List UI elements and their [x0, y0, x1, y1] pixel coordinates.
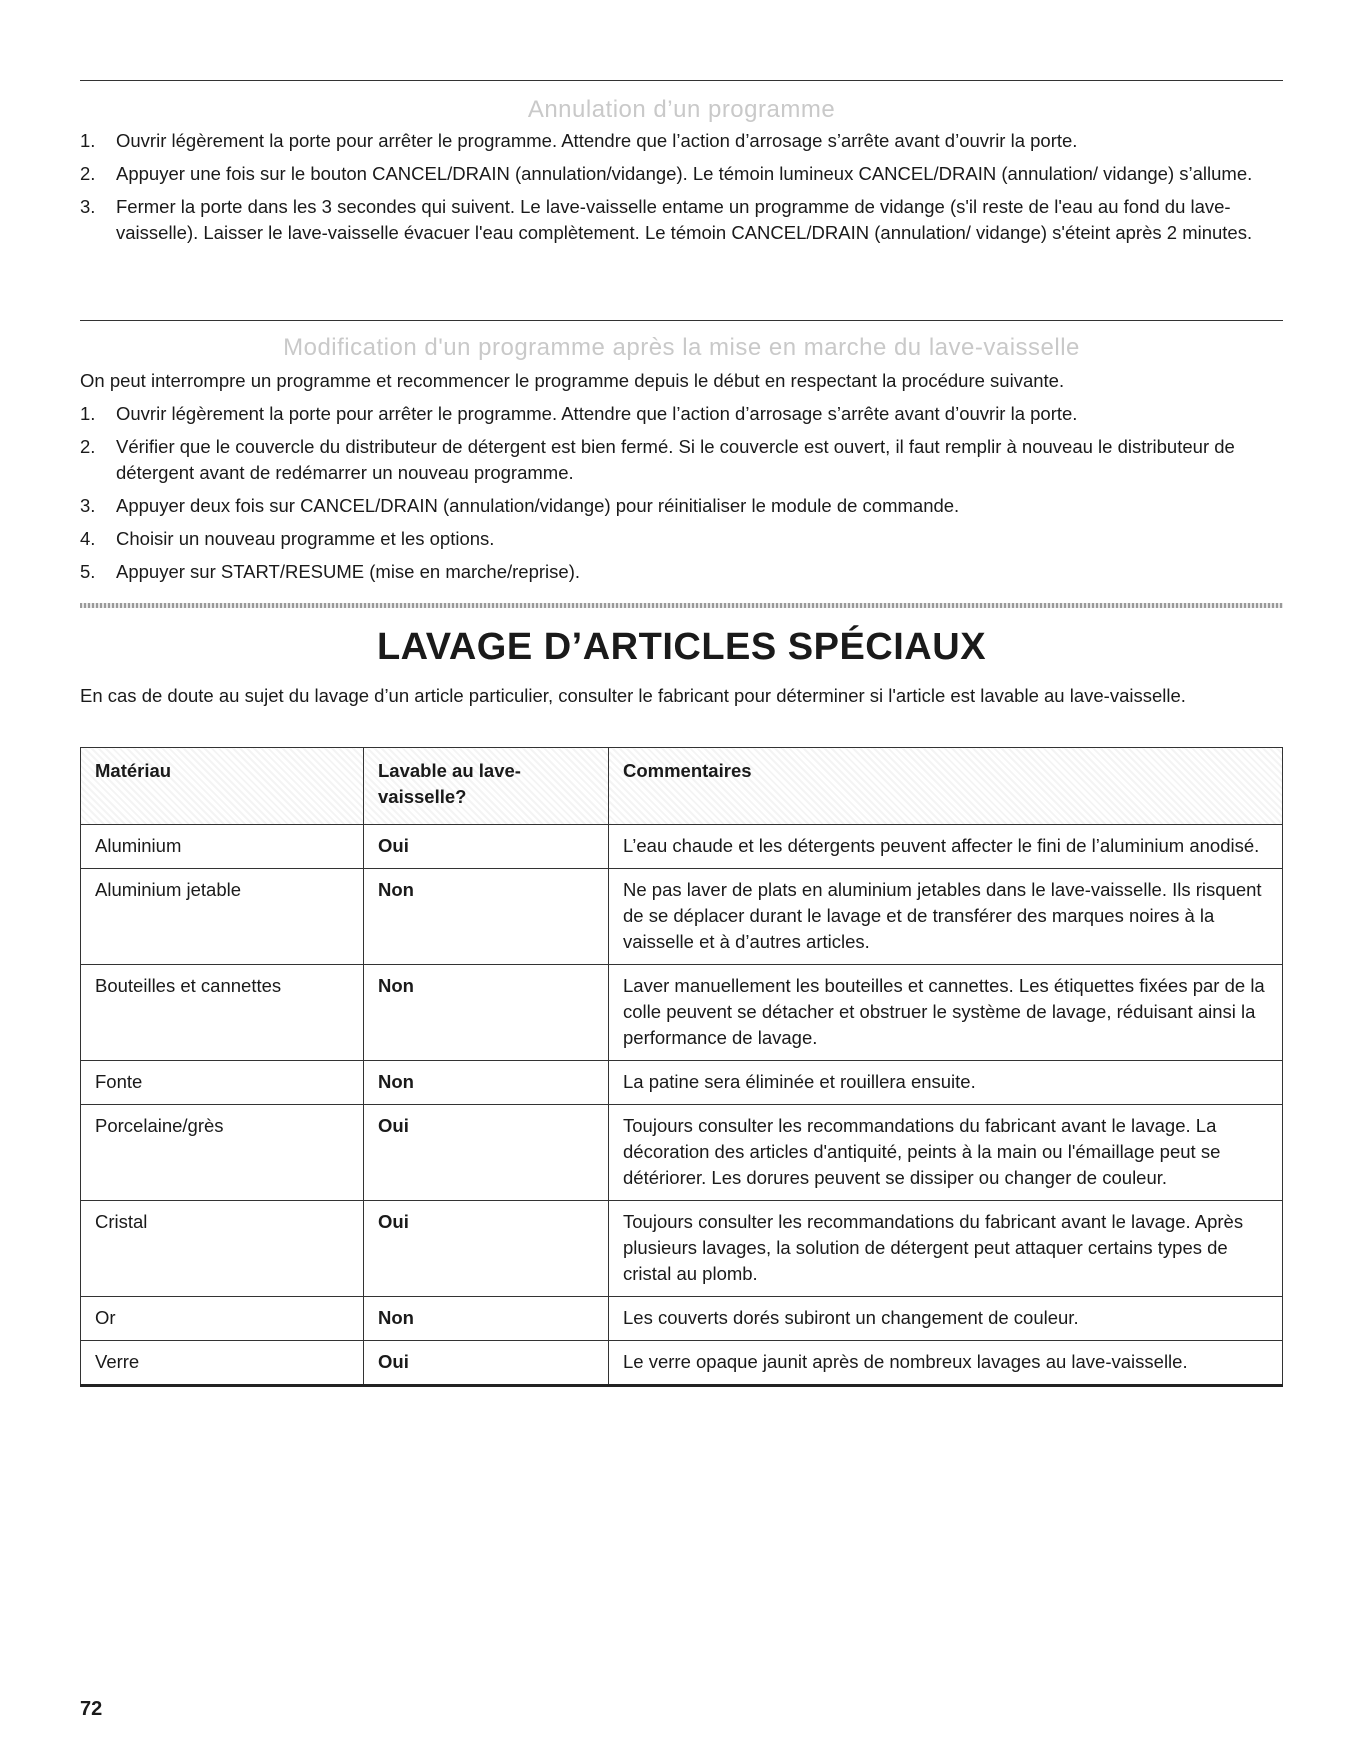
- list-item: [80, 559, 1283, 585]
- cell-washable: Oui: [364, 1341, 609, 1386]
- section-divider: [80, 320, 1283, 321]
- step-text: Choisir un nouveau programme et les options.: [116, 528, 495, 549]
- list-item: [80, 401, 1283, 427]
- cell-comment: Toujours consulter les recommandations du fabricant avant le lavage. La décoration des articles d'antiquité, peints à la main ou l'émaillage peut se détériorer. Les dorures peuvent se dissiper ou changer de couleur.: [609, 1105, 1283, 1201]
- step-text: Appuyer une fois sur le bouton CANCEL/DRAIN (annulation/vidange). Le témoin lumineux CANCEL/DRAIN (annulation/ vidange) s’allume.: [116, 163, 1253, 184]
- cell-washable: Non: [364, 869, 609, 965]
- cell-washable: Oui: [364, 1201, 609, 1297]
- step-number: 5.: [80, 561, 96, 582]
- cell-comment: L’eau chaude et les détergents peuvent affecter le fini de l’aluminium anodisé.: [609, 825, 1283, 869]
- cell-comment: La patine sera éliminée et rouillera ensuite.: [609, 1061, 1283, 1105]
- cancel-cycle-section: [80, 96, 1283, 253]
- table-row: [81, 1201, 1283, 1297]
- table-row: [81, 965, 1283, 1061]
- step-number: 3.: [80, 495, 96, 516]
- step-number: 3.: [80, 196, 96, 217]
- step-number: 2.: [80, 436, 96, 457]
- cell-material: Aluminium: [81, 825, 364, 869]
- table-row: [81, 1341, 1283, 1386]
- list-item: [80, 493, 1283, 519]
- cell-material: Fonte: [81, 1061, 364, 1105]
- cell-washable: Non: [364, 1297, 609, 1341]
- step-text: Fermer la porte dans les 3 secondes qui suivent. Le lave-vaisselle entame un programme de vidange (s'il reste de l'eau au fond du lave-vaisselle). Laisser le lave-vaisselle évacuer l'eau complètement. Le témoin CANCEL/DRAIN (annulation/ vidange) s'éteint après 2 minutes.: [116, 196, 1253, 243]
- cell-comment: Laver manuellement les bouteilles et cannettes. Les étiquettes fixées par de la colle peuvent se détacher et obstruer le système de lavage, réduisant ainsi la performance de lavage.: [609, 965, 1283, 1061]
- list-item: [80, 434, 1283, 486]
- cell-material: Or: [81, 1297, 364, 1341]
- section-title: Annulation d’un programme: [527, 96, 836, 123]
- cell-washable: Non: [364, 965, 609, 1061]
- section-intro: On peut interrompre un programme et recommencer le programme depuis le début en respectant la procédure suivante.: [80, 370, 1065, 391]
- step-number: 1.: [80, 403, 96, 424]
- cell-washable: Oui: [364, 1105, 609, 1201]
- cell-material: Cristal: [81, 1201, 364, 1297]
- cell-material: Verre: [81, 1341, 364, 1386]
- table-row: [81, 1297, 1283, 1341]
- table-header-row: [81, 748, 1283, 825]
- dotted-divider: [80, 603, 1283, 608]
- table-row: [81, 1105, 1283, 1201]
- cell-comment: Toujours consulter les recommandations du fabricant avant le lavage. Après plusieurs lavages, la solution de détergent peut attaquer certains types de cristal au plomb.: [609, 1201, 1283, 1297]
- section-title: Modification d'un programme après la mise en marche du lave-vaisselle: [283, 334, 1080, 361]
- step-number: 2.: [80, 163, 96, 184]
- step-text: Appuyer sur START/RESUME (mise en marche/reprise).: [116, 561, 580, 582]
- step-number: 4.: [80, 528, 96, 549]
- cell-material: Bouteilles et cannettes: [81, 965, 364, 1061]
- cell-washable: Non: [364, 1061, 609, 1105]
- list-item: [80, 128, 1283, 154]
- cell-material: Porcelaine/grès: [81, 1105, 364, 1201]
- page-heading: LAVAGE D’ARTICLES SPÉCIAUX: [376, 626, 987, 668]
- top-rule: [80, 80, 1283, 81]
- steps-list: [80, 128, 1283, 246]
- cell-washable: Oui: [364, 825, 609, 869]
- header-comments: Commentaires: [609, 748, 1283, 825]
- step-number: 1.: [80, 130, 96, 151]
- steps-list: [80, 401, 1283, 585]
- change-cycle-section: [80, 334, 1283, 592]
- cell-comment: Le verre opaque jaunit après de nombreux lavages au lave-vaisselle.: [609, 1341, 1283, 1386]
- cell-comment: Les couverts dorés subiront un changement de couleur.: [609, 1297, 1283, 1341]
- header-washable: Lavable au lave-vaisselle?: [364, 748, 609, 825]
- header-material: Matériau: [81, 748, 364, 825]
- step-text: Ouvrir légèrement la porte pour arrêter le programme. Attendre que l’action d’arrosage s’arrête avant d’ouvrir la porte.: [116, 130, 1078, 151]
- cell-comment: Ne pas laver de plats en aluminium jetables dans le lave-vaisselle. Ils risquent de se déplacer durant le lavage et de transférer des marques noires à la vaisselle et à d’autres articles.: [609, 869, 1283, 965]
- list-item: [80, 194, 1283, 246]
- table-row: [81, 1061, 1283, 1105]
- special-items-intro: En cas de doute au sujet du lavage d’un article particulier, consulter le fabricant pour déterminer si l'article est lavable au lave-vaisselle.: [80, 685, 1186, 706]
- list-item: [80, 526, 1283, 552]
- table-row: [81, 825, 1283, 869]
- step-text: Ouvrir légèrement la porte pour arrêter le programme. Attendre que l’action d’arrosage s’arrête avant d’ouvrir la porte.: [116, 403, 1078, 424]
- step-text: Vérifier que le couvercle du distributeur de détergent est bien fermé. Si le couvercle est ouvert, il faut remplir à nouveau le distributeur de détergent avant de redémarrer un nouveau programme.: [116, 436, 1235, 483]
- page-number: 72: [80, 1698, 103, 1720]
- list-item: [80, 161, 1283, 187]
- cell-material: Aluminium jetable: [81, 869, 364, 965]
- step-text: Appuyer deux fois sur CANCEL/DRAIN (annulation/vidange) pour réinitialiser le module de commande.: [116, 495, 960, 516]
- table-row: [81, 869, 1283, 965]
- materials-table: [80, 747, 1283, 1387]
